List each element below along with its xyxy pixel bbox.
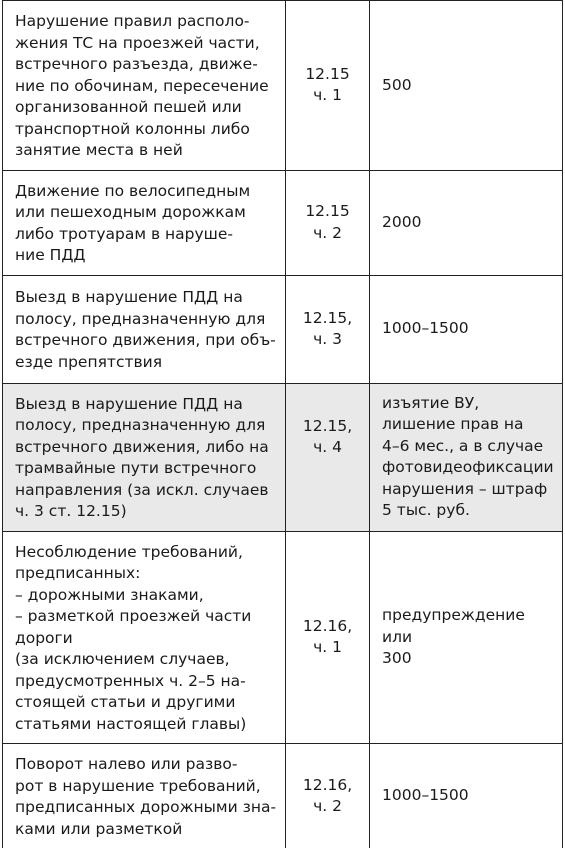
code-article: 12.15 ч. 2: [286, 170, 370, 275]
fine-amount: 1000–1500: [370, 744, 563, 848]
table-row: [3, 1, 563, 171]
code-article: 12.15, ч. 4: [286, 383, 370, 531]
fine-amount: изъятие ВУ, лишение прав на 4–6 мес., а в случае фотовидеофиксации нарушения – штраф 5 тыс. руб.: [370, 383, 563, 531]
fine-amount: 1000–1500: [370, 275, 563, 383]
violation-description: Несоблюдение требований, предписанных: – дорожными знаками, – разметкой проезжей части дороги (за исключением случаев, предусмотренных ч. 2–5 на- стоящей статьи и другими статьями настоящей главы): [3, 531, 286, 744]
code-article: 12.16, ч. 1: [286, 531, 370, 744]
code-article: 12.15 ч. 1: [286, 1, 370, 171]
table-row: [3, 531, 563, 744]
violation-description: Движение по велосипедным или пешеходным дорожкам либо тротуарам в наруше- ние ПДД: [3, 170, 286, 275]
fine-amount: 2000: [370, 170, 563, 275]
table-row-highlighted: [3, 383, 563, 531]
code-article: 12.16, ч. 2: [286, 744, 370, 848]
violation-description: Нарушение правил располо- жения ТС на проезжей части, встречного разъезда, движе- ние по обочинам, пересечение организованной пешей или транспортной колонны либо занятие места в ней: [3, 1, 286, 171]
code-article: 12.15, ч. 3: [286, 275, 370, 383]
table-row: [3, 275, 563, 383]
violation-description: Выезд в нарушение ПДД на полосу, предназначенную для встречного движения, при объ- езде препятствия: [3, 275, 286, 383]
fine-amount: предупреждение или 300: [370, 531, 563, 744]
traffic-fines-table: [2, 0, 563, 848]
fine-amount: 500: [370, 1, 563, 171]
violation-description: Поворот налево или разво- рот в нарушение требований, предписанных дорожными зна- ками или разметкой: [3, 744, 286, 848]
table-row: [3, 170, 563, 275]
table-row: [3, 744, 563, 848]
violation-description: Выезд в нарушение ПДД на полосу, предназначенную для встречного движения, либо на трамвайные пути встречного направления (за искл. случаев ч. 3 ст. 12.15): [3, 383, 286, 531]
